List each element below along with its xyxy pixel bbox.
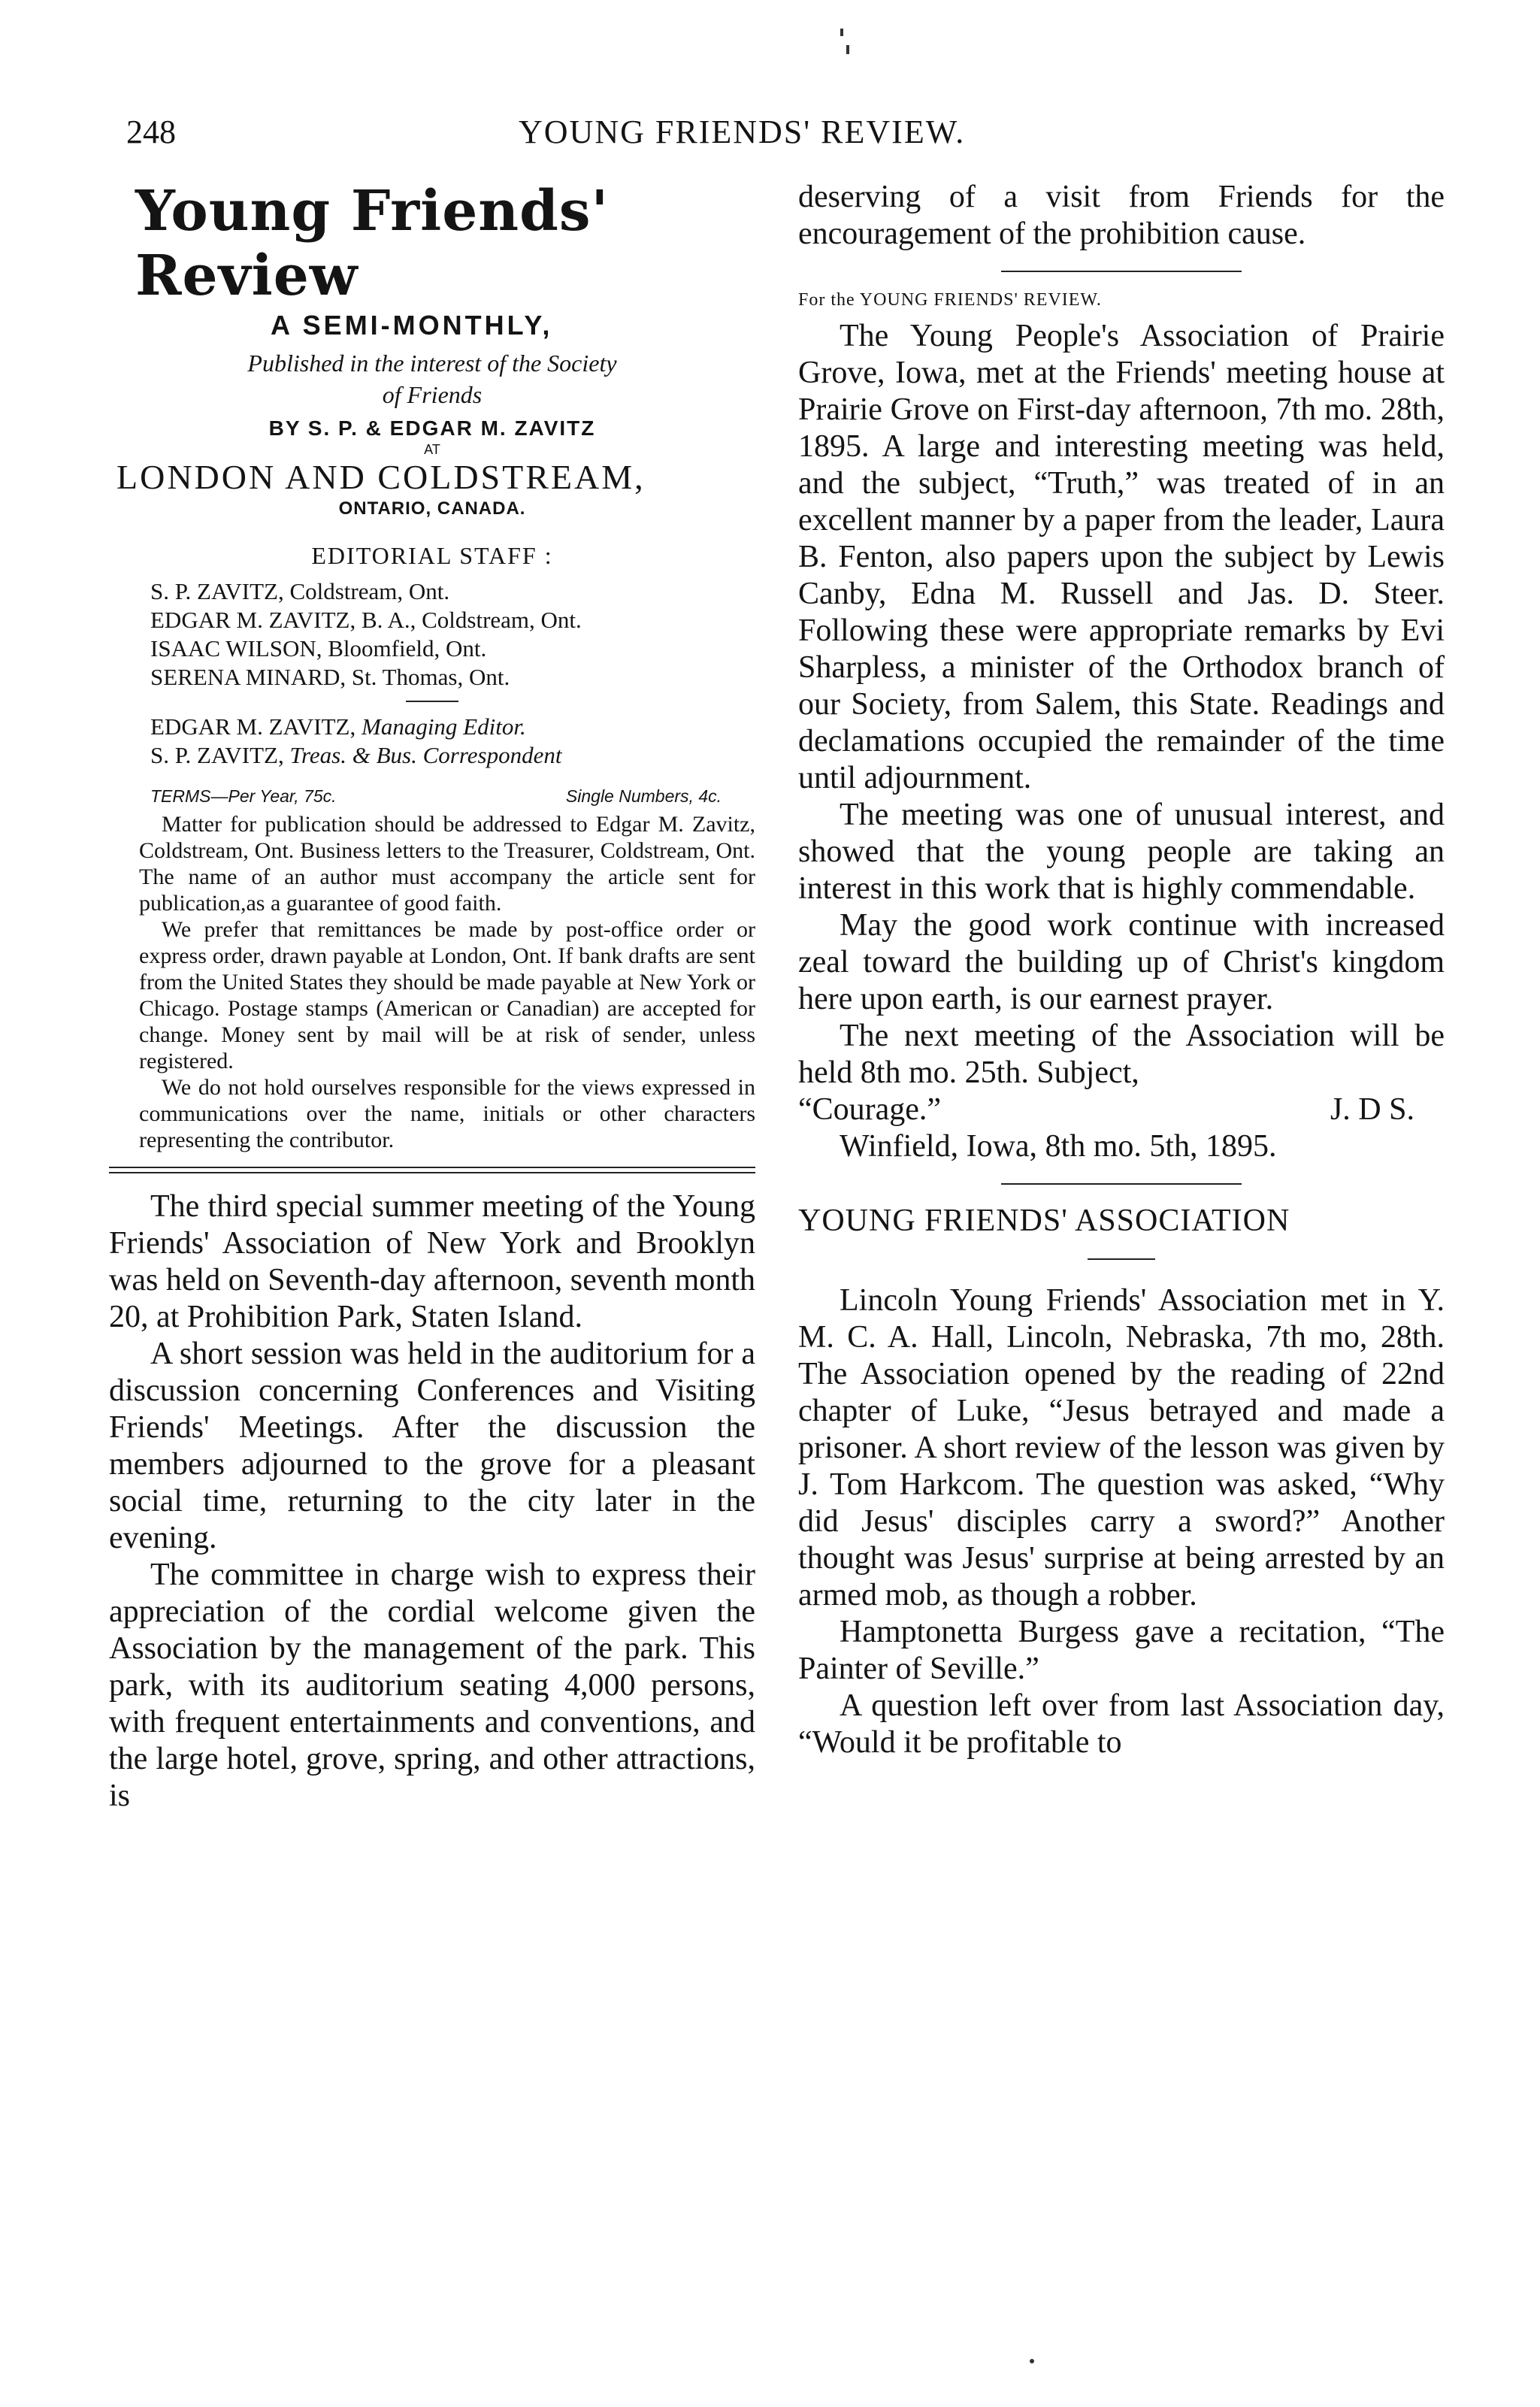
divider	[1001, 1183, 1242, 1185]
contribution-note: For the YOUNG FRIENDS' REVIEW.	[798, 290, 1102, 310]
continued-article	[798, 179, 1445, 253]
masthead-subtitle: A SEMI-MONTHLY,	[271, 310, 553, 341]
signature: J. D S.	[1330, 1092, 1414, 1127]
masthead-published-line-1: Published in the interest of the Society	[247, 350, 617, 377]
page-number: 248	[126, 114, 176, 150]
staff-member: ISAAC WILSON, Bloomfield, Ont.	[150, 635, 487, 662]
managing-editor	[150, 713, 755, 741]
left-column	[109, 179, 755, 1815]
article-paragraph: The meeting was one of unusual interest, and showed that the young people are taking an interest in this work that is highly commendable.	[798, 798, 1445, 906]
staff-list	[109, 577, 755, 692]
prairie-grove-article	[798, 318, 1445, 1165]
notice-paragraph: We prefer that remittances be made by post-office order or express order, drawn payable at London, Ont. If bank drafts are sent from the United States they should be made payable at New York or Chicago. Postage stamps (American or Canadian) are accepted for change. Money sent by mail will be at risk of sender, unless registered.	[139, 917, 755, 1073]
masthead-published	[109, 347, 755, 410]
staff-heading: EDITORIAL STAFF :	[311, 542, 553, 569]
article-paragraph: Lincoln Young Friends' Association met in Y. M. C. A. Hall, Lincoln, Nebraska, 7th mo, 28th. The Association opened by the reading of 22nd chapter of Luke, “Jesus betrayed and made a prisoner. A short review of the lesson was given by J. Tom Harkcom. The question was asked, “Why did Jesus' disciples carry a sword?” Another thought was Jesus' surprise at being arrested by an armed mob, as though a robber.	[798, 1283, 1445, 1612]
running-title: YOUNG FRIENDS' REVIEW.	[519, 114, 966, 150]
managing-editor-name: EDGAR M. ZAVITZ,	[150, 713, 356, 740]
article-paragraph: Hamptonetta Burgess gave a recitation, “The Painter of Seville.”	[798, 1615, 1445, 1686]
dateline: Winfield, Iowa, 8th mo. 5th, 1895.	[840, 1129, 1277, 1164]
article-paragraph: A short session was held in the auditorium for a discussion concerning Conferences and Visiting Friends' Meetings. After the discussion the members adjourned to the grove for a pleasant social time, returning to the city later in the evening.	[109, 1337, 755, 1555]
terms-per-year: TERMS—Per Year, 75c.	[150, 786, 337, 806]
masthead-title: Young Friends' Review	[135, 179, 610, 308]
treasurer-name: S. P. ZAVITZ,	[150, 742, 284, 768]
article-paragraph: A question left over from last Association day, “Would it be profitable to	[798, 1688, 1445, 1760]
treasurer-role: Treas. & Bus. Correspondent	[289, 742, 562, 768]
continued-paragraph: deserving of a visit from Friends for the encouragement of the prohibition cause.	[798, 180, 1445, 251]
right-column	[798, 179, 1445, 1761]
masthead-place: LONDON AND COLDSTREAM,	[116, 458, 646, 496]
treasurer	[150, 741, 755, 770]
subject-word: “Courage.”	[798, 1092, 942, 1127]
staff-member: EDGAR M. ZAVITZ, B. A., Coldstream, Ont.	[150, 607, 582, 633]
double-divider	[109, 1167, 755, 1173]
ink-speck	[840, 29, 843, 36]
masthead-published-line-2: of Friends	[382, 381, 483, 408]
masthead-at: AT	[424, 442, 440, 457]
article-paragraph: May the good work continue with increased zeal toward the building up of Christ's kingdom here upon earth, is our earnest prayer.	[798, 908, 1445, 1016]
terms-single: Single Numbers, 4c.	[565, 786, 722, 806]
divider	[406, 701, 458, 702]
divider	[1088, 1258, 1155, 1260]
notice-paragraph: We do not hold ourselves responsible for the views expressed in communications over the name, initials or other characters representing the contributor.	[139, 1075, 755, 1152]
publisher-notices	[109, 811, 755, 1153]
article-paragraph: The committee in charge wish to express their appreciation of the cordial welcome given the Association by the management of the park. This park, with its auditorium seating 4,000 persons, with frequent entertainments and conventions, and the large hotel, grove, spring, and other attractions, is	[109, 1558, 755, 1813]
lincoln-article	[798, 1282, 1445, 1761]
terms	[109, 786, 755, 807]
managing-editor-role: Managing Editor.	[362, 713, 526, 740]
ink-speck	[1030, 2359, 1034, 2363]
staff-member: SERENA MINARD, St. Thomas, Ont.	[150, 664, 510, 690]
signature-line	[798, 1091, 1445, 1128]
ink-speck	[846, 45, 849, 54]
masthead-region: ONTARIO, CANADA.	[338, 498, 526, 519]
article-paragraph: The next meeting of the Association will be held 8th mo. 25th. Subject,	[798, 1019, 1445, 1090]
notice-paragraph: Matter for publication should be addressed to Edgar M. Zavitz, Coldstream, Ont. Business letters to the Treasurer, Coldstream, Ont. The name of an author must accompany the article sent for publication,as a guarantee of good faith.	[139, 812, 755, 916]
article-paragraph: The third special summer meeting of the Young Friends' Association of New York and Brooklyn was held on Seventh-day afternoon, seventh month 20, at Prohibition Park, Staten Island.	[109, 1189, 755, 1334]
staff-member: S. P. ZAVITZ, Coldstream, Ont.	[150, 578, 450, 604]
editor-roles	[109, 713, 755, 770]
masthead-by: BY S. P. & EDGAR M. ZAVITZ	[268, 416, 596, 440]
divider	[1001, 271, 1242, 272]
section-heading: YOUNG FRIENDS' ASSOCIATION	[798, 1204, 1290, 1238]
article-paragraph: The Young People's Association of Prairie Grove, Iowa, met at the Friends' meeting house at Prairie Grove on First-day afternoon, 7th mo. 28th, 1895. A large and interesting meeting was held, and the subject, “Truth,” was treated of in an excellent manner by a paper from the leader, Laura B. Fenton, also papers upon the subject by Lewis Canby, Edna M. Russell and Jas. D. Steer. Following these were appropriate remarks by Evi Sharpless, a minister of the Orthodox branch of our Society, from Salem, this State. Readings and declamations occupied the remainder of the time until adjournment.	[798, 319, 1445, 795]
staten-island-article	[109, 1188, 755, 1815]
running-head	[0, 113, 1540, 165]
